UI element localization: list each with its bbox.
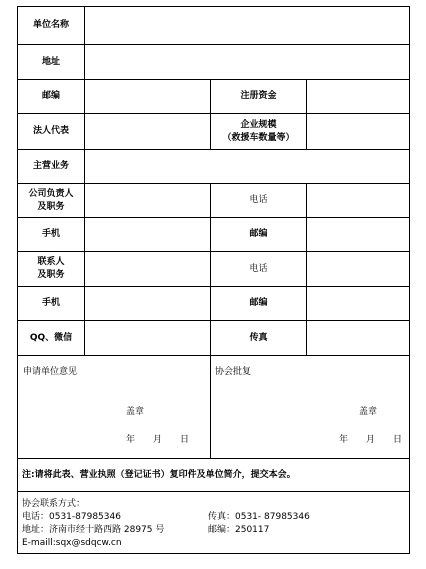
- row-address: [18, 45, 409, 80]
- contact-info-title: 协会联系方式：: [22, 499, 86, 509]
- row-contact-person: [18, 252, 409, 287]
- row-note: [18, 459, 409, 492]
- unit-name-field[interactable]: [85, 7, 411, 44]
- company-scale-label-line1: 企业规模: [240, 119, 277, 130]
- postcode-field[interactable]: [85, 80, 211, 113]
- main-business-field[interactable]: [85, 150, 411, 183]
- address-label: 地址: [18, 45, 85, 79]
- postcode-label-3: 邮编: [211, 287, 307, 320]
- row-mobile-postcode: [18, 218, 409, 252]
- phone-field-2[interactable]: [307, 252, 411, 286]
- row-legal-rep-scale: [18, 114, 409, 150]
- company-scale-field[interactable]: [307, 114, 411, 149]
- applicant-opinion-box[interactable]: [18, 356, 211, 458]
- association-date: 年 月 日: [339, 435, 403, 445]
- company-head-label-line2: 及职务: [37, 201, 65, 212]
- fax-field[interactable]: [307, 321, 411, 355]
- postcode-field-2[interactable]: [307, 218, 411, 251]
- note-text: 注:请将此表、营业执照（登记证书）复印件及单位简介，提交本会。: [22, 470, 296, 480]
- contact-field[interactable]: [85, 252, 211, 286]
- phone-field[interactable]: [307, 184, 411, 217]
- postcode-field-3[interactable]: [307, 287, 411, 320]
- row-main-business: [18, 150, 409, 184]
- row-company-head: [18, 184, 409, 218]
- qq-wechat-label: QQ、微信: [18, 321, 85, 355]
- unit-name-label: 单位名称: [18, 7, 85, 44]
- contact-label-line2: 及职务: [37, 270, 65, 280]
- contact-info-address: 地址：济南市经十路西路 28975 号: [22, 525, 165, 535]
- mobile-label: 手机: [18, 218, 85, 251]
- contact-info-email: E-maill:sqx@sdqcw.cn: [22, 538, 122, 548]
- registered-capital-field[interactable]: [307, 80, 411, 113]
- legal-rep-field[interactable]: [85, 114, 211, 149]
- company-head-label: [18, 184, 85, 217]
- legal-rep-label: 法人代表: [18, 114, 85, 149]
- row-opinions: [18, 356, 409, 459]
- registered-capital-label: 注册资金: [211, 80, 307, 113]
- company-head-label-line1: 公司负责人: [28, 188, 74, 199]
- applicant-opinion-label: 申请单位意见: [23, 367, 78, 377]
- company-scale-label: [211, 114, 307, 149]
- qq-wechat-field[interactable]: [85, 321, 211, 355]
- association-seal-label: 盖章: [359, 407, 378, 417]
- mobile-field-2[interactable]: [85, 287, 211, 320]
- phone-label-2: 电话: [211, 252, 307, 286]
- mobile-field[interactable]: [85, 218, 211, 251]
- postcode-label: 邮编: [18, 80, 85, 113]
- phone-label: 电话: [211, 184, 307, 217]
- postcode-label-2: 邮编: [211, 218, 307, 251]
- row-mobile-postcode-2: [18, 287, 409, 321]
- company-head-field[interactable]: [85, 184, 211, 217]
- applicant-seal-label: 盖章: [126, 407, 145, 417]
- membership-application-form: [17, 6, 410, 554]
- main-business-label: 主营业务: [18, 150, 85, 183]
- row-postcode-capital: [18, 80, 409, 114]
- association-approval-box[interactable]: [211, 356, 411, 458]
- contact-info-fax: 传真：0531- 87985346: [208, 512, 310, 522]
- contact-label: [18, 252, 85, 286]
- row-qq-fax: [18, 321, 409, 356]
- fax-label: 传真: [211, 321, 307, 355]
- association-contact-info: [18, 492, 409, 553]
- company-scale-label-line2: （救援车数量等）: [222, 132, 295, 143]
- row-unit-name: [18, 7, 409, 45]
- contact-info-postcode: 邮编：250117: [208, 525, 270, 535]
- association-approval-label: 协会批复: [215, 367, 252, 377]
- contact-info-phone: 电话：0531-87985346: [22, 512, 121, 522]
- applicant-date: 年 月 日: [126, 435, 190, 445]
- address-field[interactable]: [85, 45, 411, 79]
- mobile-label-2: 手机: [18, 287, 85, 320]
- contact-label-line1: 联系人: [37, 257, 65, 267]
